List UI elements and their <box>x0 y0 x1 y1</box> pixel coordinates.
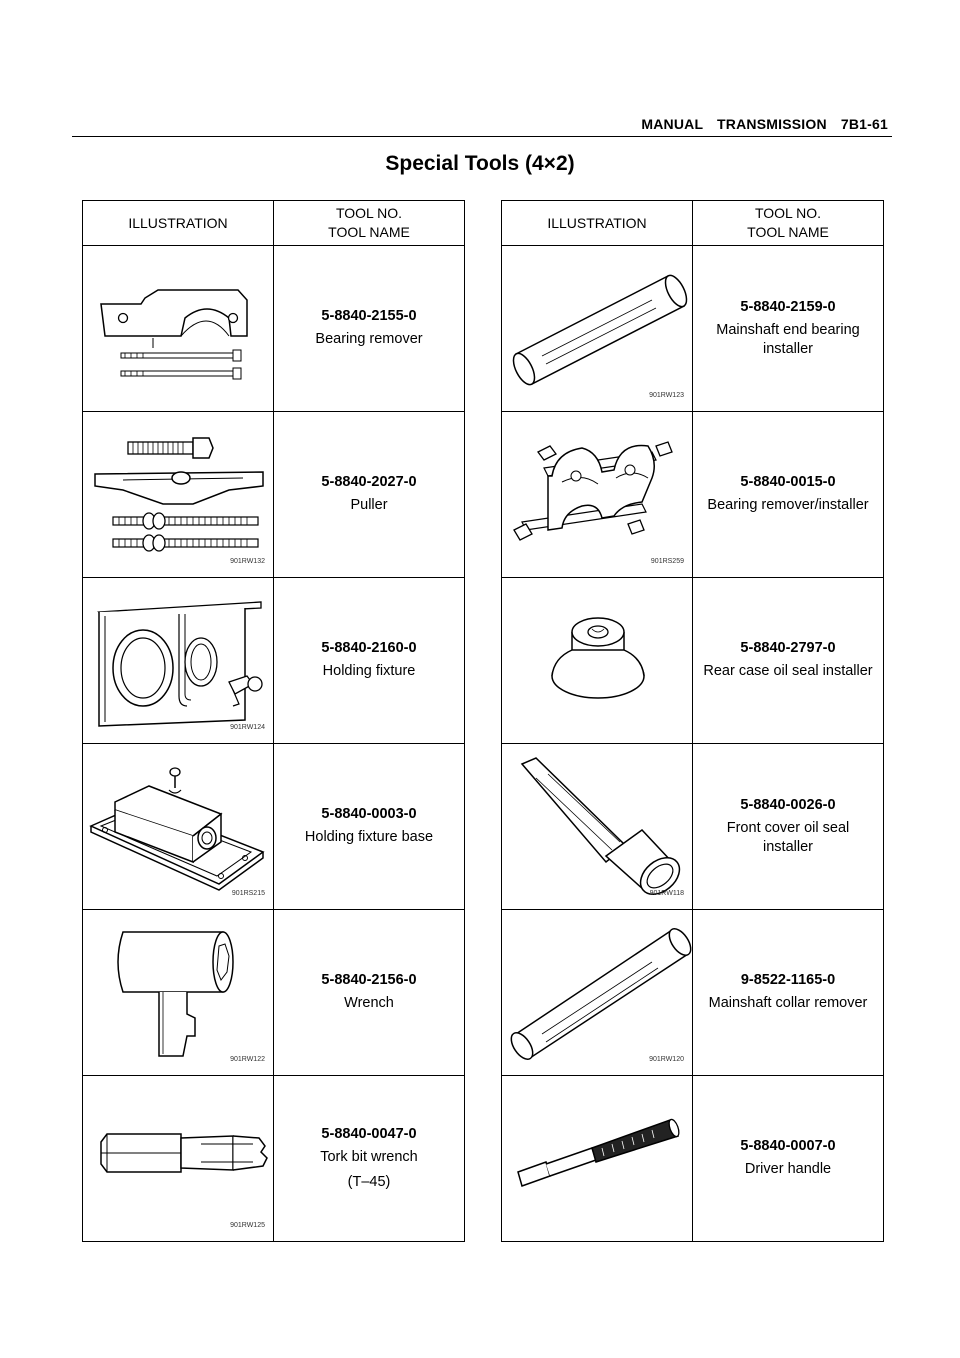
illustration-cell <box>502 578 693 744</box>
header-section: MANUAL TRANSMISSION <box>641 116 827 132</box>
tool-number: 9-8522-1165-0 <box>740 972 836 988</box>
figure-code: 901RW125 <box>230 1222 265 1229</box>
tool-number: 5-8840-0047-0 <box>321 1125 417 1142</box>
tool-name-header: TOOL NAME <box>328 224 410 240</box>
tool-no-header: TOOL NO. <box>335 205 403 221</box>
illustration-header: ILLUSTRATION <box>83 201 274 246</box>
header-text <box>641 116 888 132</box>
figure-code: 901RW120 <box>649 1056 684 1063</box>
illustration-cell <box>83 744 274 910</box>
tool-spec: (T–45) <box>347 1173 391 1190</box>
holding-fixture-base-illustration <box>83 744 273 909</box>
tool-number: 5-8840-0015-0 <box>740 474 836 490</box>
tool-info-cell <box>274 412 465 578</box>
tool-info-cell <box>693 1076 884 1242</box>
table-row <box>502 412 884 578</box>
tool-info-cell <box>693 578 884 744</box>
table-row <box>502 246 884 412</box>
tool-number: 5-8840-0026-0 <box>740 796 836 813</box>
illustration-header: ILLUSTRATION <box>502 201 693 246</box>
figure-code: 901RW122 <box>230 1056 265 1063</box>
holding-fixture-illustration <box>83 578 273 743</box>
tool-no-header: TOOL NO. <box>754 205 822 221</box>
table-row <box>502 578 884 744</box>
tool-info-cell <box>693 246 884 412</box>
illustration-cell <box>502 744 693 910</box>
figure-code: 901RW124 <box>230 724 265 731</box>
tool-number: 5-8840-2156-0 <box>321 972 417 988</box>
tool-name: Holding fixture <box>322 663 416 679</box>
table-row <box>502 910 884 1076</box>
tool-name: Driver handle <box>744 1161 832 1177</box>
tool-header <box>693 201 884 246</box>
table-header-row <box>502 201 884 246</box>
tool-name: Puller <box>350 497 388 513</box>
tool-number: 5-8840-2027-0 <box>321 474 417 490</box>
tool-number: 5-8840-2159-0 <box>740 298 836 315</box>
tool-name-header: TOOL NAME <box>747 224 829 240</box>
front-cover-oil-seal-installer-illustration <box>502 744 692 909</box>
figure-code: 901RW123 <box>649 392 684 399</box>
illustration-cell <box>83 578 274 744</box>
tool-header <box>274 201 465 246</box>
figure-code: 901RW132 <box>230 558 265 565</box>
tool-info-cell <box>693 412 884 578</box>
puller-illustration <box>83 412 273 577</box>
tool-info-cell <box>693 910 884 1076</box>
tool-info-cell <box>274 744 465 910</box>
driver-handle-illustration <box>502 1076 692 1241</box>
table-row <box>83 412 465 578</box>
tool-name: Mainshaft collar remover <box>708 995 868 1011</box>
table-row <box>83 1076 465 1242</box>
tool-info-cell <box>274 578 465 744</box>
tool-name: Tork bit wrench <box>320 1148 418 1165</box>
page-title: Special Tools (4×2) <box>385 152 575 175</box>
illustration-cell <box>502 412 693 578</box>
table-row <box>83 744 465 910</box>
tool-name: Front cover oil seal installer <box>726 819 850 855</box>
mainshaft-collar-remover-illustration <box>502 910 692 1075</box>
tool-name: Holding fixture base <box>304 829 434 845</box>
table-row <box>83 578 465 744</box>
bearing-remover-illustration <box>83 246 273 411</box>
header-page-number: 7B1-61 <box>840 116 888 132</box>
bearing-remover-installer-illustration <box>502 412 692 577</box>
left-tools-table <box>82 200 465 1242</box>
tool-info-cell <box>693 744 884 910</box>
tool-number: 5-8840-0007-0 <box>740 1138 836 1154</box>
tool-name: Bearing remover <box>315 331 423 347</box>
tool-number: 5-8840-2797-0 <box>740 640 836 656</box>
table-row <box>83 246 465 412</box>
table-row <box>83 910 465 1076</box>
tool-name: Rear case oil seal installer <box>703 663 873 679</box>
tool-name: Bearing remover/installer <box>707 497 869 513</box>
illustration-cell <box>83 246 274 412</box>
table-row <box>502 744 884 910</box>
illustration-cell <box>83 1076 274 1242</box>
figure-code: 901RS259 <box>650 558 684 565</box>
tool-number: 5-8840-2160-0 <box>321 640 417 656</box>
figure-code: 901RW118 <box>649 890 684 897</box>
illustration-cell <box>83 412 274 578</box>
tork-bit-wrench-illustration <box>83 1076 273 1241</box>
tool-number: 5-8840-2155-0 <box>321 308 417 324</box>
illustration-cell <box>502 246 693 412</box>
illustration-cell <box>83 910 274 1076</box>
tool-name: Mainshaft end bearing installer <box>716 321 860 357</box>
illustration-cell <box>502 910 693 1076</box>
table-header-row <box>83 201 465 246</box>
tool-number: 5-8840-0003-0 <box>321 806 417 822</box>
page-header <box>72 114 892 137</box>
wrench-illustration <box>83 910 273 1075</box>
figure-code: 901RS215 <box>231 890 265 897</box>
tool-info-cell <box>274 246 465 412</box>
tool-info-cell <box>274 910 465 1076</box>
right-tools-table <box>501 200 884 1242</box>
tool-info-cell <box>274 1076 465 1242</box>
mainshaft-end-bearing-installer-illustration <box>502 246 692 411</box>
tool-name: Wrench <box>344 995 394 1011</box>
illustration-cell <box>502 1076 693 1242</box>
rear-case-oil-seal-installer-illustration <box>502 578 692 743</box>
table-row <box>502 1076 884 1242</box>
